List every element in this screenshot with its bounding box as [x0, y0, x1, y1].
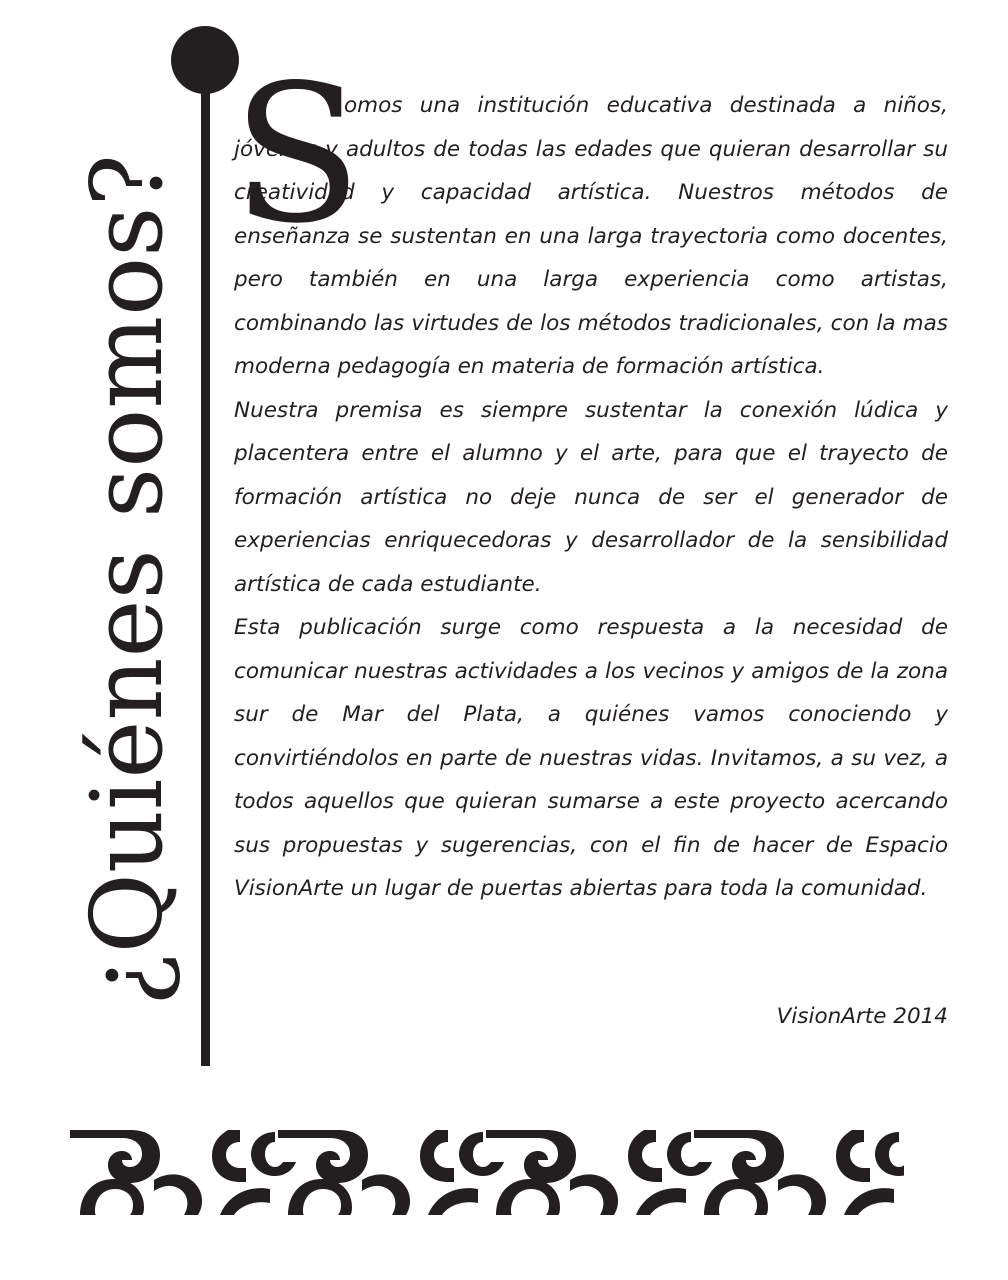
body-text	[234, 84, 948, 911]
signature: VisionArte 2014	[776, 1004, 948, 1029]
page-title: ¿Quiénes somos?	[71, 154, 185, 1006]
drop-cap: S	[232, 44, 363, 265]
paragraph-3: Esta publicación surge como respuesta a la necesidad de comunicar nuestras actividades a los vecinos y amigos de la zona sur de Mar del Plata, a quiénes vamos conociendo y convirtiéndolos en parte de nuestras vidas. Invitamos, a su vez, a todos aquellos que quieran sumarse a este proyecto acercando sus propuestas y sugerencias, con el fin de hacer de Espacio VisionArte un lugar de puertas abiertas para toda la comunidad.	[234, 615, 948, 901]
scroll-ornament-icon	[70, 1120, 904, 1220]
paragraph-1: omos una institución educativa destinada a niños, jóvenes y adultos de todas las edades que quieran desarrollar su creatividad y capacidad artística. Nuestros métodos de enseñanza se sustentan en una larga trayectoria como docentes, pero también en una larga experiencia como artistas, combinando las virtudes de los métodos tradicionales, con la mas moderna pedagogía en materia de formación artística.	[234, 93, 948, 379]
paragraph-2: Nuestra premisa es siempre sustentar la conexión lúdica y placentera entre el alumno y el arte, para que el trayecto de formación artística no deje nunca de ser el generador de experiencias enriquecedoras y desarrollador de la sensibilidad artística de cada estudiante.	[234, 397, 948, 597]
